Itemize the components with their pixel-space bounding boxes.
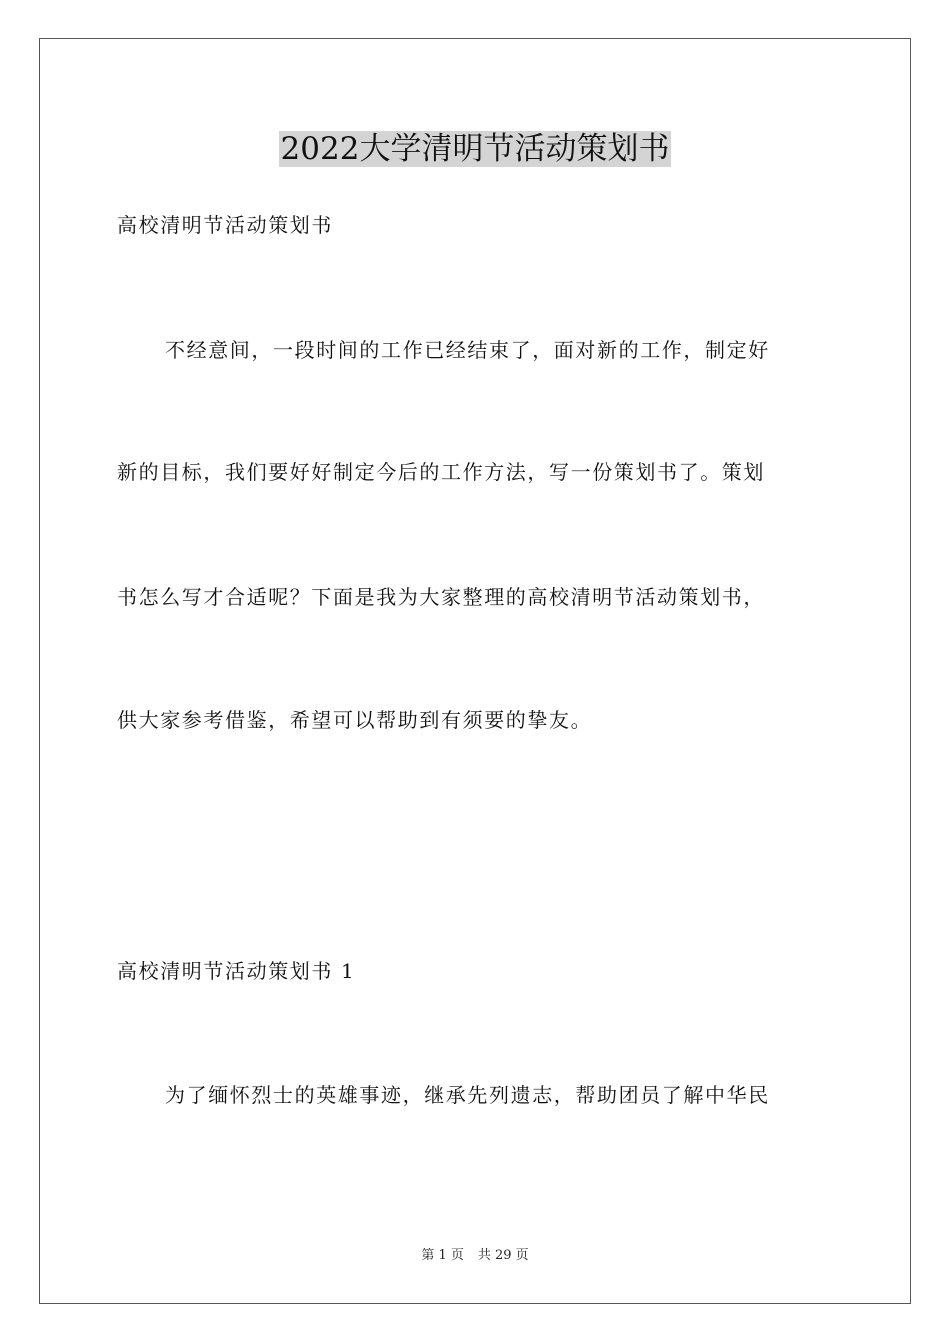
paragraph-line: 书怎么写才合适呢？下面是我为大家整理的高校清明节活动策划书， <box>117 585 765 609</box>
paragraph-line: 不经意间，一段时间的工作已经结束了，面对新的工作，制定好 <box>165 338 770 362</box>
document-title <box>0 128 950 170</box>
page-number-total: 共 29 页 <box>477 1248 529 1263</box>
paragraph-line: 为了缅怀烈士的英雄事迹，继承先列遗志，帮助团员了解中华民 <box>165 1083 770 1107</box>
document-title-text: 2022大学清明节活动策划书 <box>280 131 670 167</box>
document-subtitle: 高校清明节活动策划书 <box>117 213 333 237</box>
page-footer <box>0 1247 950 1265</box>
paragraph-line: 供大家参考借鉴，希望可以帮助到有须要的挚友。 <box>117 708 593 732</box>
paragraph-line: 新的目标，我们要好好制定今后的工作方法，写一份策划书了。策划 <box>117 460 765 484</box>
section-heading: 高校清明节活动策划书 1 <box>117 959 356 983</box>
page-number-current: 第 1 页 <box>421 1248 464 1263</box>
